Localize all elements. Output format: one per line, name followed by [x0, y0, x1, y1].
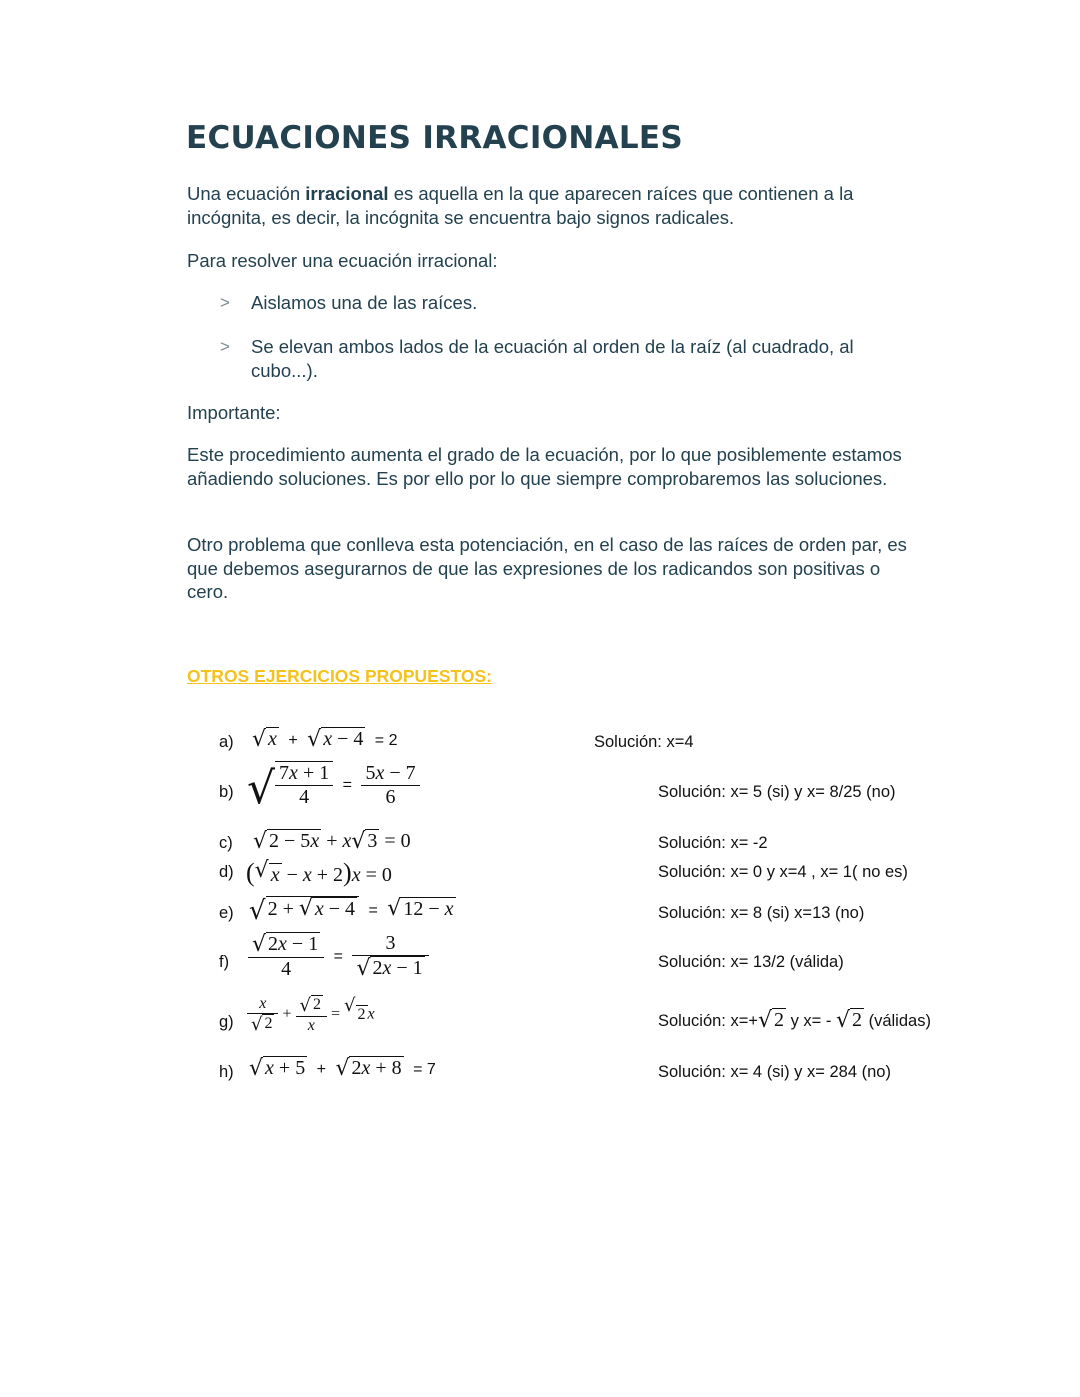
intro-bold-term: irracional	[305, 183, 389, 204]
solution-text: Solución: x= 0 y x=4 , x= 1( no es)	[658, 863, 908, 881]
step-text: Se elevan ambos lados de la ecuación al orden de la raíz (al cuadrado, al cubo...).	[251, 336, 854, 381]
exercise-label: a)	[219, 733, 234, 751]
equation-h: √ x + 5 + √ 2x + 8 = 7	[249, 1056, 436, 1081]
solution-text: Solución: x= 13/2 (válida)	[658, 953, 844, 971]
equation-d: (√ x − x + 2)x = 0	[246, 858, 392, 887]
solution-text: Solución: x= 4 (si) y x= 284 (no)	[658, 1063, 891, 1081]
solution-text: y x= -	[786, 1012, 836, 1030]
step-text: Aislamos una de las raíces.	[251, 292, 478, 313]
exercise-label: g)	[219, 1013, 234, 1031]
solution-text: (válidas)	[864, 1012, 931, 1030]
intro-text-start: Una ecuación	[187, 183, 306, 204]
solution-text: Solución: x=4	[594, 733, 694, 751]
solution-text: Solución: x= -2	[658, 834, 768, 852]
equation-c: √ 2 − 5x + x√ 3 = 0	[253, 829, 411, 854]
solution-text: Solución: x= 5 (si) y x= 8/25 (no)	[658, 783, 896, 801]
exercise-label: b)	[219, 783, 234, 801]
intro-paragraph	[187, 182, 917, 229]
exercise-label: c)	[219, 834, 233, 852]
steps-heading: Para resolver una ecuación irracional:	[187, 250, 498, 271]
solution-g: Solución: x=+√ 2 y x= - √ 2 (válidas)	[658, 1008, 931, 1033]
important-paragraph: Este procedimiento aumenta el grado de la ecuación, por lo que posiblemente estamos añadiendo soluciones. Es por ello por lo que siempre comprobaremos las soluciones.	[187, 444, 902, 489]
equation-f: $\frac{√ 2x - 1}{4}$ = $\frac{3}{√ 2x - 1}$	[248, 932, 429, 981]
bullet-arrow-icon: >	[220, 293, 230, 312]
solution-text: Solución: x=+	[658, 1012, 758, 1030]
exercise-label: e)	[219, 904, 234, 922]
exercise-label: h)	[219, 1063, 234, 1081]
intro-text-end: es aquella en la que aparecen raíces que contienen a la incógnita, es decir, la incógnita se encuentra bajo signos radicales.	[187, 183, 854, 228]
exercise-label: d)	[219, 863, 234, 881]
section-heading: OTROS EJERCICIOS PROPUESTOS:	[187, 666, 493, 686]
equation-e: √ 2 + √ x − 4 = √ 12 − x	[249, 896, 454, 926]
exercise-label: f)	[219, 953, 230, 971]
solution-text: Solución: x= 8 (si) x=13 (no)	[658, 904, 865, 922]
equation-b: √ $\frac{7x + 1}{4}$ = $\frac{5x - 7}{6}$	[247, 761, 420, 817]
important-label: Importante:	[187, 402, 281, 423]
other-problem-paragraph: Otro problema que conlleva esta potenciación, en el caso de las raíces de orden par, es que debemos asegurarnos de que las expresiones de los radicandos son positivas o cero.	[187, 534, 907, 602]
equation-a: √ x + √ x − 4 = 2	[252, 727, 398, 752]
bullet-arrow-icon: >	[220, 337, 230, 356]
equation-g: $\frac{x}{√ 2}$ + $\frac{√ 2}{x}$ = √ 2 x	[247, 995, 375, 1035]
page-title: ECUACIONES IRRACIONALES	[186, 120, 684, 156]
